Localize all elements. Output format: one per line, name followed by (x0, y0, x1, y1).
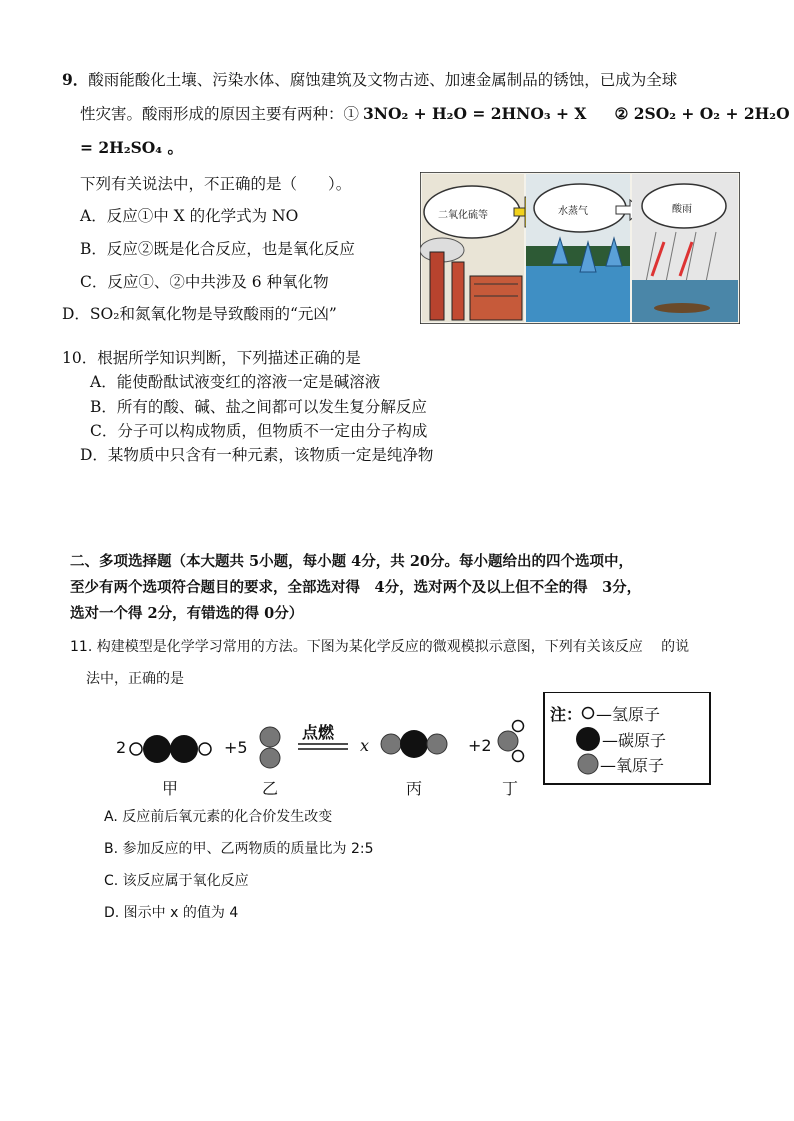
section2-line3: 选对一个得 2分，有错选的得 0分） (70, 605, 304, 622)
q9-intro-line2 (80, 102, 790, 124)
label-jia: 甲 (162, 779, 179, 798)
q9-intro (62, 68, 677, 90)
cloud-label-acid-rain: 酸雨 (672, 204, 692, 215)
cloud-label-vapor: 水蒸气 (558, 206, 588, 217)
section2-line2: 至少有两个选项符合题目的要求，全部选对得 4分，选对两个及以上但不全的得 3分， (70, 579, 642, 596)
coef-ding: +2 (468, 736, 492, 755)
cloud-label-so2: 二氧化硫等 (438, 210, 488, 221)
q9-intro2-text: 性灾害。酸雨形成的原因主要有两种：① (80, 105, 360, 123)
reaction-diagram (110, 692, 720, 802)
label-bing: 丙 (406, 779, 423, 798)
q9-intro-text: 酸雨能酸化土壤、污染水体、腐蚀建筑及文物古迹、加速金属制品的锈蚀，已成为全球 (88, 71, 678, 89)
legend-oxygen: —氧原子 (600, 756, 665, 775)
q9-equation-2-end: = 2H₂SO₄ 。 (80, 138, 183, 157)
q9-option-a: A．反应①中 X 的化学式为 NO (80, 207, 299, 225)
label-yi: 乙 (262, 779, 279, 798)
legend-title: 注： (550, 705, 583, 724)
reaction-condition: 点燃 (302, 723, 335, 742)
q11-option-b: B. 参加反应的甲、乙两物质的质量比为 2:5 (104, 841, 374, 857)
legend-hydrogen: —氢原子 (596, 705, 661, 724)
section2-line1: 二、多项选择题（本大题共 5小题，每小题 4分，共 20分。每小题给出的四个选项中， (70, 553, 633, 570)
q11-option-d: D. 图示中 x 的值为 4 (104, 905, 239, 921)
coef-bing: x (360, 736, 370, 755)
q9-equation-2: ② 2SO₂ + O₂ + 2H₂O (614, 104, 790, 123)
q11-stem-2: 法中，正确的是 (86, 671, 184, 687)
q10-option-d: D．某物质中只含有一种元素，该物质一定是纯净物 (80, 446, 434, 464)
q11-option-c: C. 该反应属于氧化反应 (104, 873, 249, 889)
q9-option-b: B．反应②既是化合反应，也是氧化反应 (80, 240, 355, 258)
legend-carbon: —碳原子 (602, 731, 667, 750)
q11-option-a: A. 反应前后氧元素的化合价发生改变 (104, 809, 333, 825)
q10-option-b: B．所有的酸、碱、盐之间都可以发生复分解反应 (90, 398, 427, 416)
label-ding: 丁 (502, 779, 519, 798)
q9-option-c: C．反应①、②中共涉及 6 种氧化物 (80, 273, 329, 291)
q10-option-a: A．能使酚酞试液变红的溶液一定是碱溶液 (90, 373, 381, 391)
q11-stem-1: 11. 构建模型是化学学习常用的方法。下图为某化学反应的微观模拟示意图，下列有关该反应 的说 (70, 639, 690, 655)
acid-rain-illustration (420, 172, 740, 324)
q10-option-c: C．分子可以构成物质，但物质不一定由分子构成 (90, 422, 428, 440)
q9-number: 9． (62, 70, 89, 89)
q9-option-d: D．SO₂和氮氧化物是导致酸雨的“元凶” (62, 305, 337, 323)
coef-jia: 2 (116, 738, 127, 757)
q10-stem: 10．根据所学知识判断，下列描述正确的是 (62, 349, 361, 367)
coef-yi: +5 (224, 738, 248, 757)
q9-equation-1: 3NO₂ + H₂O = 2HNO₃ + X (363, 104, 587, 123)
q9-stem: 下列有关说法中，不正确的是（ ）。 (80, 175, 352, 193)
acid-rain-svg (420, 172, 740, 324)
